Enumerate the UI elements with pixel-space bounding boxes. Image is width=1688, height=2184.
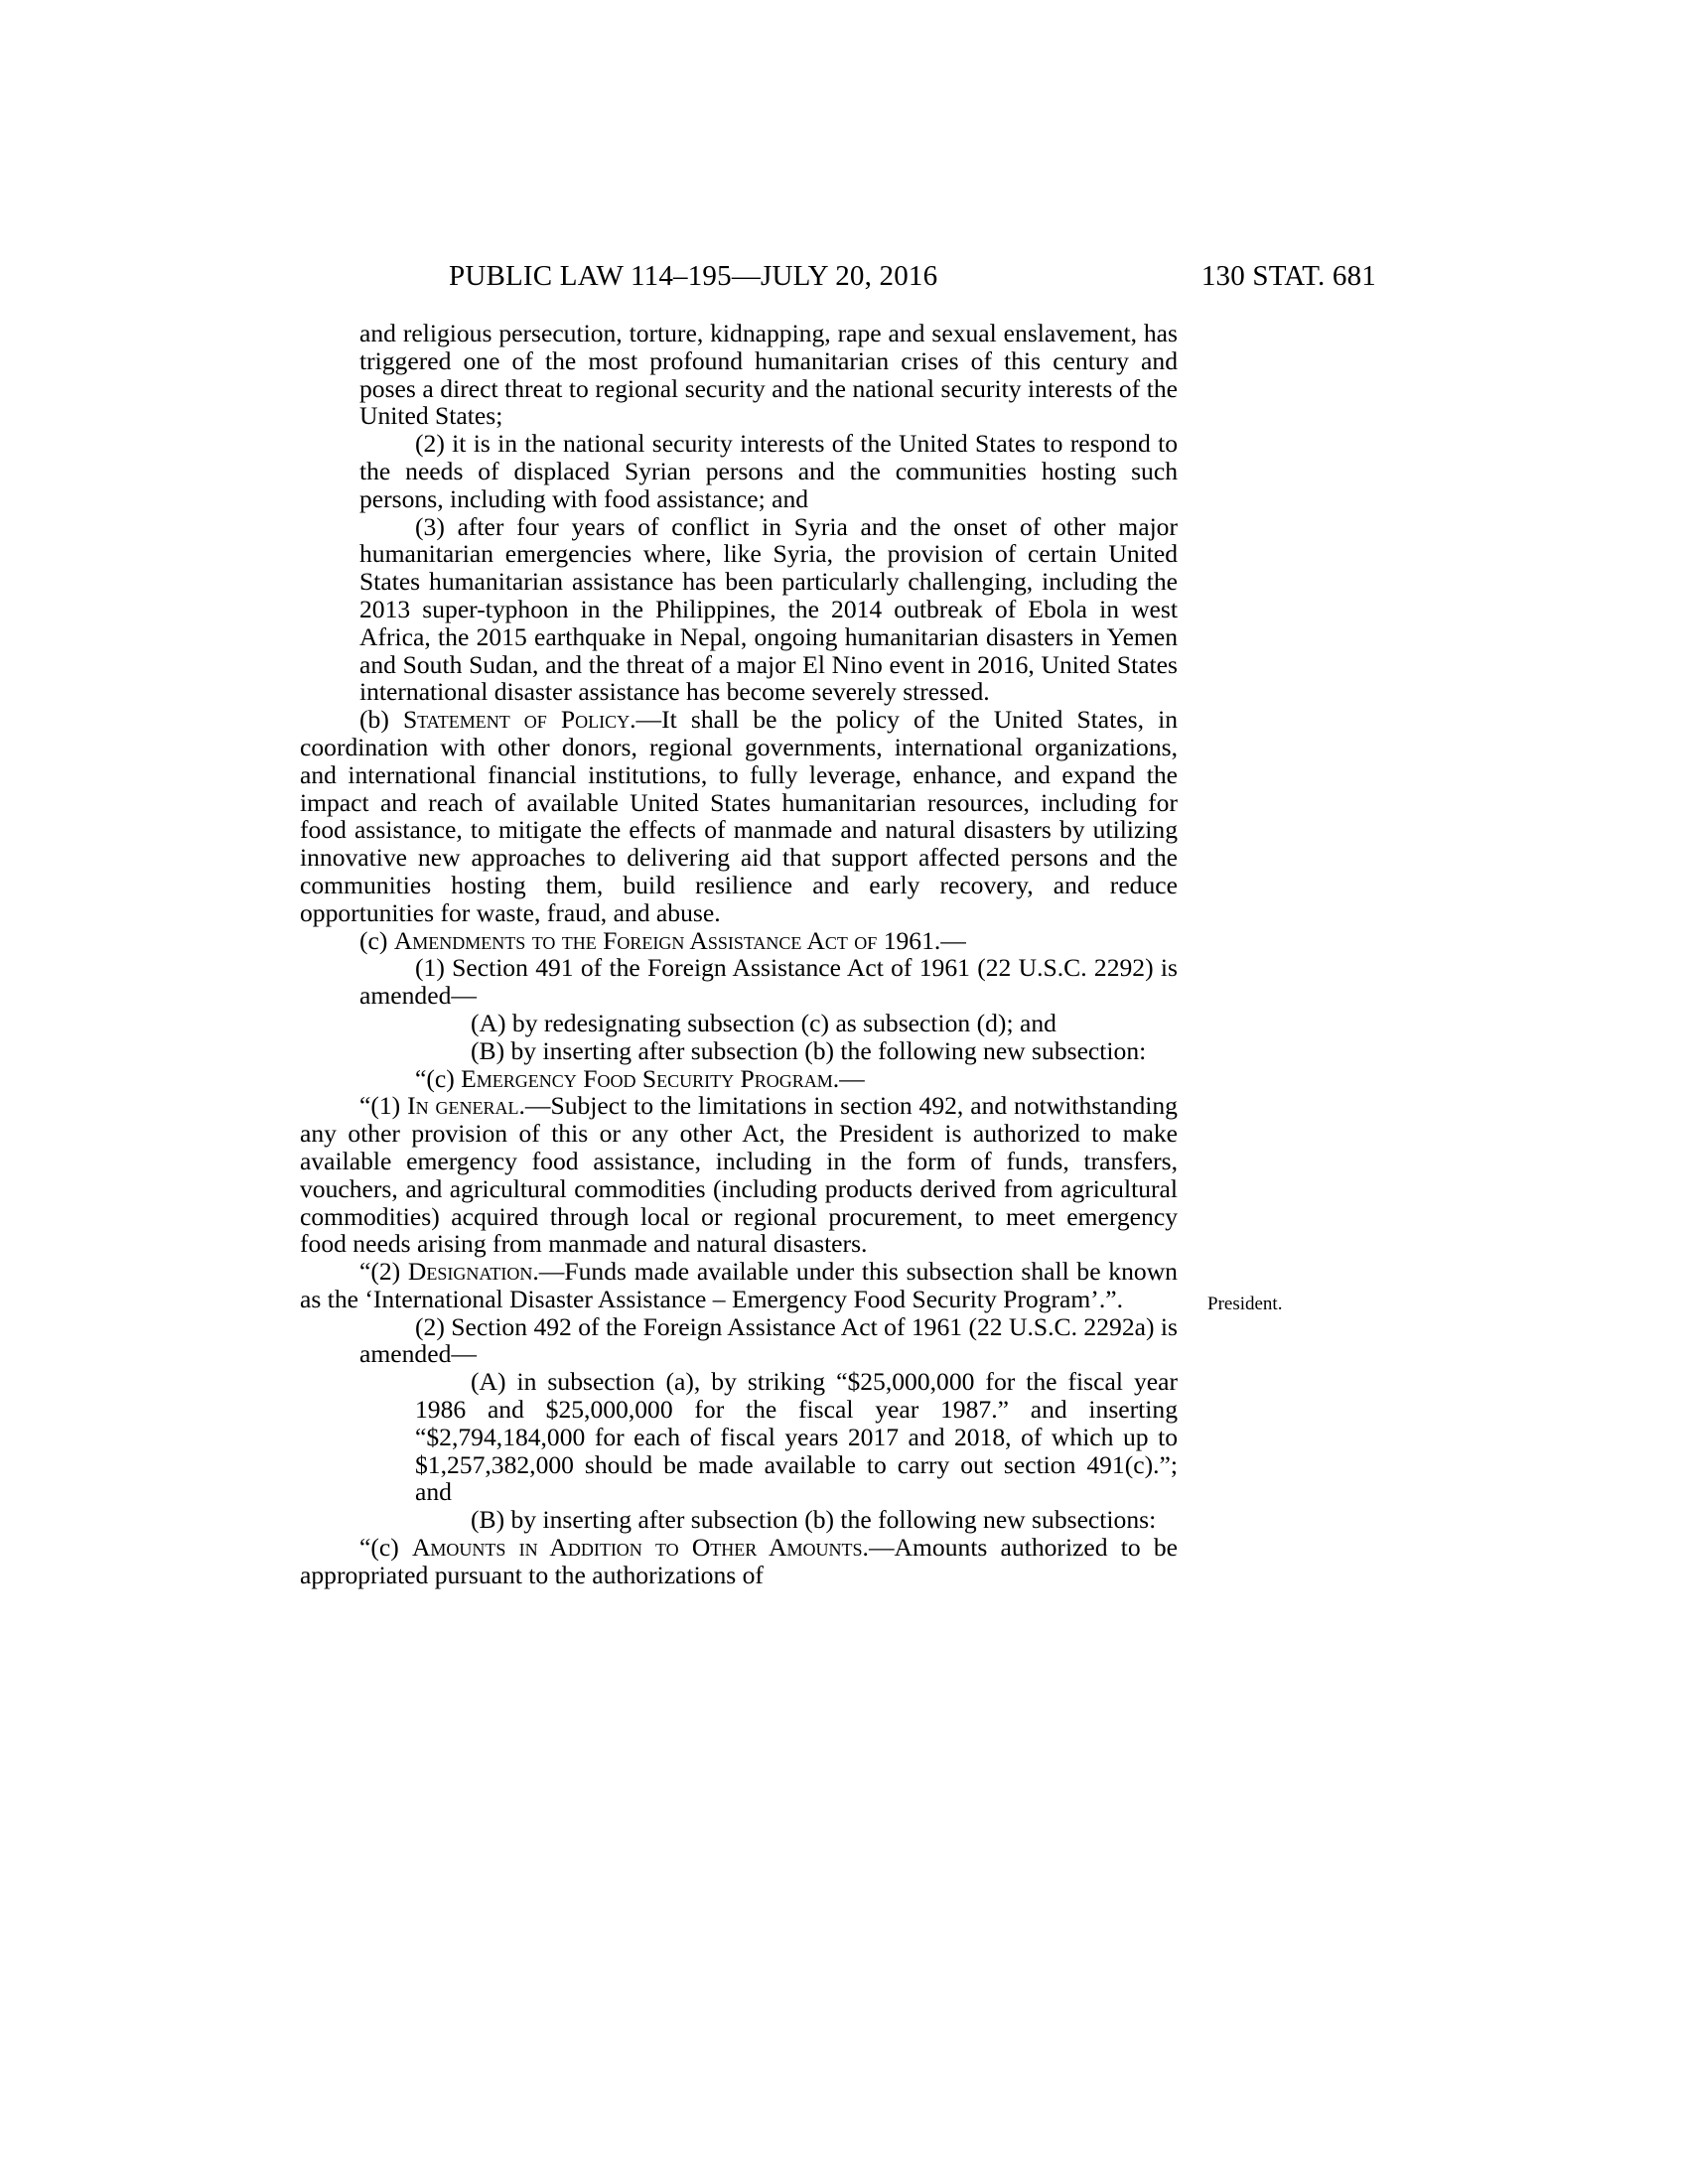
statute-body <box>300 320 1178 1589</box>
quoted-paragraph-2 <box>300 1258 1178 1313</box>
quoted-paragraph-1-text: .—Subject to the limitations in section 492, and notwithstanding any other provision of this or any other Act, the President is authorized to make available emergency food assistance, including in the form of funds, transfers, vouchers, and agricultural commodities (including products derived from agricultural commodities) acquired through local or regional procurement, to meet emergency food needs arising from manmade and natural disasters. <box>300 1091 1178 1259</box>
quoted-amounts-lead: “(c) <box>359 1533 412 1563</box>
subsection-c <box>300 927 1178 955</box>
quoted-paragraph-1-heading: In general <box>407 1091 519 1121</box>
page-header <box>298 256 1390 296</box>
paragraph-c-2: (2) Section 492 of the Foreign Assistance Act of 1961 (22 U.S.C. 2292a) is amended— <box>359 1311 1178 1369</box>
quoted-paragraph-2-heading: Designation <box>407 1257 533 1287</box>
subsection-b-lead: (b) <box>359 705 403 735</box>
quoted-paragraph-1 <box>300 1092 1178 1258</box>
subparagraph-c-1-b: (B) by inserting after subsection (b) the following new subsection: <box>471 1035 1147 1065</box>
paragraph-2: (2) it is in the national security interests of the United States to respond to the needs of displaced Syrian persons and the communities hosting such persons, including with food assistance; and <box>359 429 1178 513</box>
quoted-subsection-c-heading: Emergency Food Security Program <box>461 1063 833 1093</box>
subsection-b-text: .—It shall be the policy of the United States, in coordination with other donors, regional governments, international organizations, and international financial institutions, to fully leverage, enhance, and expand the impact and reach of available United States humanitarian resources, including for food assistance, to mitigate the effects of manmade and natural disasters by utilizing innovative new approaches to delivering aid that support affected persons and the communities hosting them, build resilience and early recovery, and reduce opportunities for waste, fraud, and abuse. <box>300 705 1178 927</box>
subparagraph-c-1-a: (A) by redesignating subsection (c) as subsection (d); and <box>471 1008 1056 1037</box>
quoted-paragraph-1-lead: “(1) <box>359 1091 408 1121</box>
subsection-c-lead: (c) <box>359 925 394 955</box>
paragraph-3: (3) after four years of conflict in Syria and the onset of other major humanitarian emergencies where, like Syria, the provision of certain United States humanitarian assistance has been particularly challenging, including the 2013 super-typhoon in the Philippines, the 2014 outbreak of Ebola in west Africa, the 2015 earthquake in Nepal, ongoing humanitarian disasters in Yemen and South Sudan, and the threat of a major El Nino event in 2016, United States international disaster assistance has become severely stressed. <box>359 511 1178 707</box>
quoted-paragraph-2-lead: “(2) <box>359 1257 408 1287</box>
quoted-subsection-c-text: .— <box>832 1063 865 1093</box>
quoted-amounts-text: .—Amounts authorized to be appropriated pursuant to the authorizations of <box>300 1533 1178 1589</box>
paragraph-continuation: and religious persecution, torture, kidnapping, rape and sexual enslavement, has triggered one of the most profound humanitarian crises of this century and poses a direct threat to regional security and the national security interests of the United States; <box>359 319 1178 431</box>
subsection-b <box>300 706 1178 926</box>
subsection-c-text: .— <box>933 925 966 955</box>
page-title: PUBLIC LAW 114–195—JULY 20, 2016 <box>449 260 938 292</box>
margin-note: President. <box>1207 1294 1283 1314</box>
subparagraph-c-2-a: (A) in subsection (a), by striking “$25,000,000 for the fiscal year 1986 and $25,000,000 for the fiscal year 1987.” and inserting “$2,794,184,000 for each of fiscal years 2017 and 2018, of which up to $1,257,382,000 should be made available to carry out section 491(c).”; and <box>415 1367 1178 1507</box>
quoted-subsection-c-lead: “(c) <box>415 1063 462 1093</box>
subsection-b-heading: Statement of Policy <box>402 705 631 735</box>
quoted-subsection-c <box>300 1065 1178 1093</box>
paragraph-c-1: (1) Section 491 of the Foreign Assistance Act of 1961 (22 U.S.C. 2292) is amended— <box>359 953 1178 1011</box>
subsection-c-heading: Amendments to the Foreign Assistance Act of 1961 <box>393 925 934 955</box>
quoted-subsection-c-amounts <box>300 1534 1178 1589</box>
quoted-paragraph-2-text: .—Funds made available under this subsection shall be known as the ‘International Disaster Assistance – Emergency Food Security Program’.”. <box>300 1257 1178 1313</box>
page-number: 130 STAT. 681 <box>1200 260 1376 292</box>
quoted-amounts-heading: Amounts in Addition to Other Amounts <box>411 1533 863 1563</box>
subparagraph-c-2-b: (B) by inserting after subsection (b) the following new subsections: <box>471 1505 1157 1535</box>
